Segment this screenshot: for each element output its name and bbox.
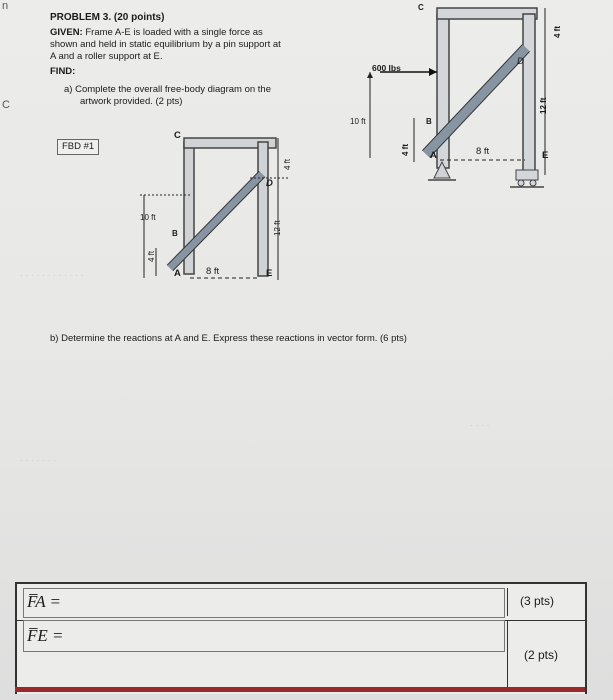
- fbd-dim-12ft: 12 ft: [273, 220, 282, 236]
- main-figure: [340, 0, 570, 200]
- find-label: FIND:: [50, 66, 76, 77]
- fe-input-area[interactable]: [23, 620, 505, 652]
- ghost-text: · · · ·: [470, 420, 490, 430]
- part-b-text: b) Determine the reactions at A and E. Express these reactions in vector form. (6 pts): [50, 333, 407, 344]
- fbd-label-a: A: [174, 268, 181, 279]
- fbd-label-b: B: [172, 229, 178, 238]
- main-label-c: C: [418, 3, 424, 12]
- fa-label: F̅A =: [27, 592, 61, 611]
- main-dim-4ft-right: 4 ft: [553, 26, 562, 38]
- given-line-1: [50, 27, 263, 39]
- part-a-text-1: a) Complete the overall free-body diagram on the: [64, 84, 272, 95]
- fbd-dim-4ft-left: 4 ft: [147, 250, 156, 262]
- fbd-dim-4ft-right: 4 ft: [283, 158, 292, 170]
- main-dim-4ft-left: 4 ft: [401, 144, 410, 156]
- answer-row-fa: [17, 584, 585, 621]
- ghost-text: · · · · · · ·: [20, 455, 56, 465]
- fbd-label: FBD #1: [57, 139, 99, 155]
- answer-box: [15, 582, 587, 694]
- fbd-label-d: D: [266, 178, 273, 189]
- main-label-e: E: [542, 150, 549, 161]
- main-force-label: 600 lbs: [372, 63, 401, 73]
- given-text-1: Frame A-E is loaded with a single force as: [85, 27, 263, 38]
- ghost-text: · · · · · · · · · · · ·: [20, 270, 84, 280]
- main-label-b: B: [426, 117, 432, 126]
- main-dim-12ft: 12 ft: [539, 97, 548, 114]
- fa-points: (3 pts): [520, 594, 555, 608]
- fa-input-area[interactable]: [23, 588, 505, 618]
- margin-mark-mid: C: [2, 99, 10, 111]
- fbd-dim-8ft: 8 ft: [206, 266, 220, 277]
- main-label-d: D: [517, 56, 524, 67]
- fe-label: F̅E =: [27, 626, 64, 645]
- given-label: GIVEN:: [50, 27, 83, 38]
- answer-row-fe: [17, 620, 585, 662]
- fe-points: (2 pts): [524, 648, 559, 662]
- fbd-label-e: E: [266, 268, 273, 279]
- part-a-text-2: artwork provided. (2 pts): [80, 96, 183, 107]
- problem-title: PROBLEM 3. (20 points): [50, 12, 165, 23]
- given-text-3: A and a roller support at E.: [50, 51, 163, 62]
- fbd-label-c: C: [174, 130, 181, 141]
- main-dim-8ft: 8 ft: [476, 146, 490, 157]
- main-label-a: A: [430, 150, 437, 161]
- given-text-2: shown and held in static equilibrium by a pin support at: [50, 39, 281, 50]
- fbd-dim-10ft: 10 ft: [140, 213, 156, 222]
- bottom-red-rule: [15, 687, 585, 692]
- margin-mark-top: n: [2, 0, 9, 12]
- main-dim-10ft: 10 ft: [350, 117, 366, 126]
